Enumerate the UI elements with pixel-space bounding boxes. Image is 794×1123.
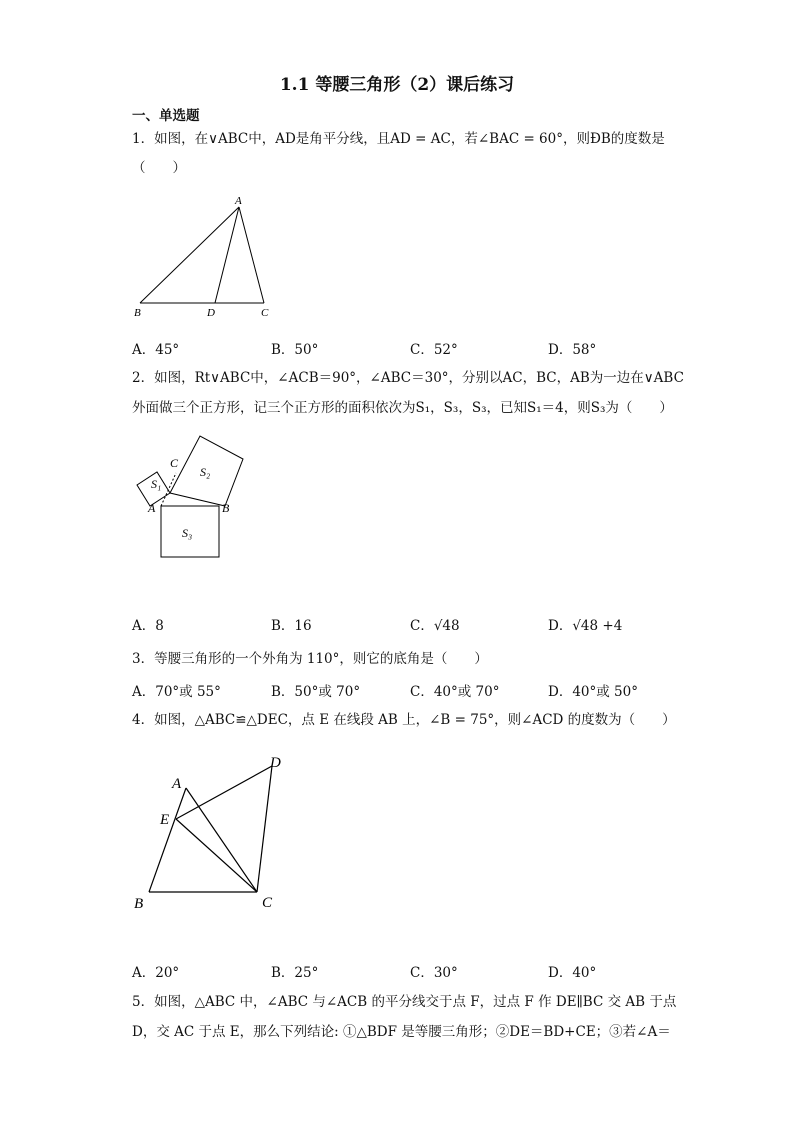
q1-label-a: A [235, 195, 242, 207]
section-heading: 一、单选题 [132, 108, 200, 124]
question-5-line2: D，交 AC 于点 E，那么下列结论: ①△BDF 是等腰三角形；②DE＝BD+CE；③若∠A＝ [132, 1024, 671, 1040]
q4-option-a[interactable]: A．20° [132, 965, 180, 981]
question-3-text: 3．等腰三角形的一个外角为 110°，则它的底角是（ ） [132, 651, 488, 667]
q3-option-a[interactable]: A．70°或 55° [132, 684, 221, 700]
q1-option-a[interactable]: A．45° [132, 342, 180, 358]
q2-label-s1: S₁ [151, 477, 162, 491]
q2-label-s3: S₃ [182, 526, 193, 540]
q2-option-a[interactable]: A．8 [132, 618, 164, 634]
question-5-line1: 5．如图，△ABC 中，∠ABC 与∠ACB 的平分线交于点 F，过点 F 作 DE∥BC 交 AB 于点 [132, 994, 677, 1010]
q2-label-b: B [222, 501, 230, 515]
q1-option-c[interactable]: C．52° [410, 342, 458, 358]
q4-option-b[interactable]: B．25° [271, 965, 319, 981]
question-2-figure [132, 430, 252, 565]
q4-label-b: B [134, 896, 144, 912]
q4-label-c: C [262, 895, 273, 911]
q4-label-d: D [270, 755, 281, 771]
q3-option-c[interactable]: C．40°或 70° [410, 684, 500, 700]
q3-option-b[interactable]: B．50°或 70° [271, 684, 361, 700]
question-1-text: 1．如图，在∨ABC中，AD是角平分线，且AD = AC，若∠BAC = 60°，则ÐB的度数是 [132, 131, 665, 147]
question-1-paren: （ ） [132, 160, 186, 176]
question-4-text: 4．如图，△ABC≌△DEC，点 E 在线段 AB 上，∠B = 75°，则∠ACD 的度数为（ ） [132, 712, 676, 728]
q3-option-d[interactable]: D．40°或 50° [548, 684, 638, 700]
q1-label-c: C [261, 307, 269, 319]
q4-option-c[interactable]: C．30° [410, 965, 458, 981]
q2-label-a: A [148, 501, 156, 515]
q2-option-c[interactable]: C．√48 [410, 618, 460, 634]
question-2-line2: 外面做三个正方形，记三个正方形的面积依次为S₁，S₃，S₃，已知S₁＝4，则S₃为（ ） [132, 400, 673, 416]
q2-option-b[interactable]: B．16 [271, 618, 312, 634]
page-title: 1.1 等腰三角形（2）课后练习 [279, 75, 515, 95]
q4-label-a: A [172, 776, 182, 792]
q1-label-b: B [134, 307, 141, 319]
q1-option-b[interactable]: B．50° [271, 342, 319, 358]
q4-label-e: E [160, 812, 170, 828]
q2-option-d[interactable]: D．√48 +4 [548, 618, 623, 634]
q2-label-c: C [170, 456, 179, 470]
q1-label-d: D [207, 307, 215, 319]
question-2-line1: 2．如图，Rt∨ABC中，∠ACB＝90°，∠ABC＝30°，分别以AC，BC，AB为一边在∨ABC [132, 370, 684, 386]
question-4-figure [128, 748, 298, 918]
q4-option-d[interactable]: D．40° [548, 965, 597, 981]
q2-label-s2: S₂ [200, 465, 211, 479]
question-1-figure [125, 190, 285, 325]
q1-option-d[interactable]: D．58° [548, 342, 597, 358]
